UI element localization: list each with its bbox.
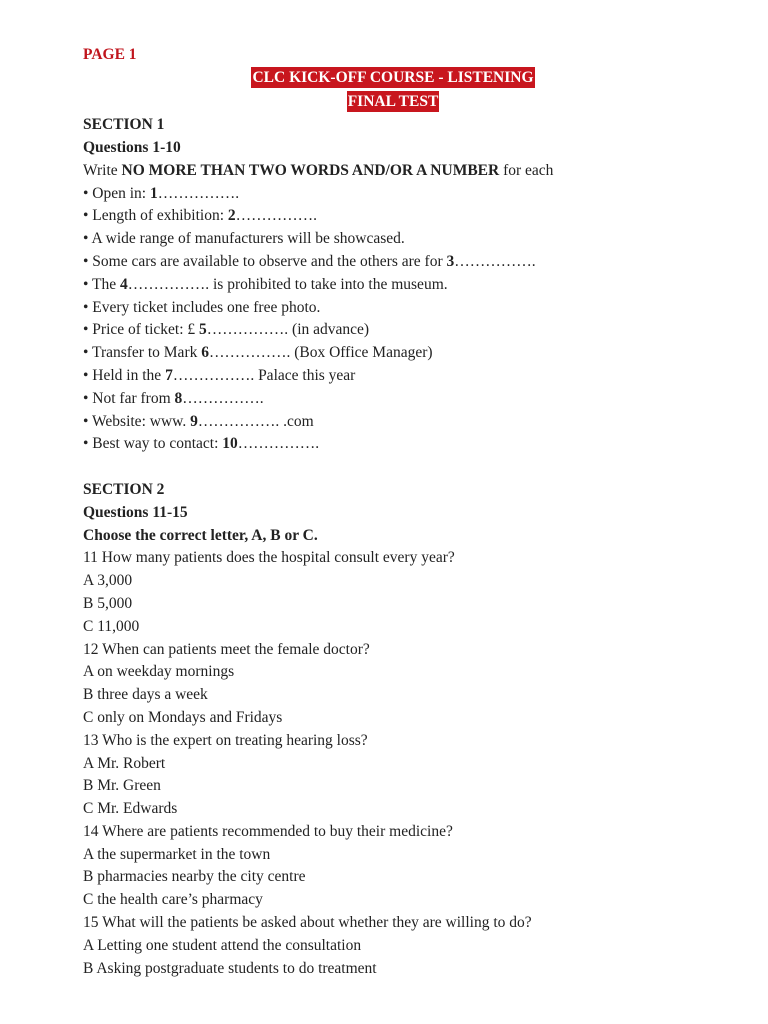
answer-blank: ……………. [182,389,264,407]
section-1-item [83,251,703,274]
option-line: A on weekday mornings [83,663,235,681]
item-text: • Best way to contact: [83,435,223,453]
question-number: 5 [199,321,207,339]
section-1-item [83,342,703,365]
question-number: 6 [201,344,209,362]
answer-blank: ……………. [237,435,320,453]
question-number: 7 [165,366,173,384]
item-text: • Not far from [83,389,175,407]
item-text: • Held in the [83,366,166,384]
title-line-1: CLC KICK-OFF COURSE - LISTENING [252,68,534,86]
question-number: 4 [120,275,128,293]
test-title [83,67,703,114]
answer-blank: ……………. is prohibited to take into the museum. [127,275,448,293]
question-line: 12 When can patients meet the female doctor? [83,640,370,658]
section-1-item [83,205,703,228]
item-text: • Website: www. [83,412,191,430]
option-line: C only on Mondays and Fridays [83,708,283,726]
section-1-items [83,183,703,457]
section-1-item [83,183,703,206]
question-line: 11 How many patients does the hospital consult every year? [83,549,455,567]
question-number: 3 [446,252,455,270]
section-2-lines [83,547,703,980]
item-text: • A wide range of manufacturers will be showcased. [83,230,405,248]
item-text: • Every ticket includes one free photo. [83,298,321,316]
instruction-bold: NO MORE THAN TWO WORDS AND/OR A NUMBER [121,161,500,179]
section-2-questions: Questions 11-15 [83,503,188,521]
answer-blank: ……………. (in advance) [206,321,370,339]
option-line: A Letting one student attend the consultation [83,936,362,954]
question-number: 1 [150,184,158,202]
section-1-item [83,228,703,251]
section-1-item [83,365,703,388]
section-1-item [83,411,703,434]
question-number: 2 [227,207,236,225]
item-text: • Some cars are available to observe and the others are for [83,252,447,270]
question-line: 13 Who is the expert on treating hearing loss? [83,731,368,749]
item-text: • The [83,275,120,293]
section-1-item [83,297,703,320]
option-line: C 11,000 [83,617,140,635]
answer-blank: ……………. [157,184,240,202]
item-text: • Transfer to Mark [83,344,202,362]
option-line: B three days a week [83,686,208,704]
option-line: B Asking postgraduate students to do treatment [83,959,377,977]
question-number: 10 [222,435,238,453]
item-text: • Open in: [83,184,150,202]
option-line: B pharmacies nearby the city centre [83,868,306,886]
option-line: C the health care’s pharmacy [83,891,263,909]
instruction-post: for each [499,161,554,179]
section-1 [83,114,703,456]
question-number: 8 [174,389,183,407]
section-1-questions: Questions 1-10 [83,138,181,156]
question-number: 9 [190,412,198,430]
option-line: C Mr. Edwards [83,800,178,818]
answer-blank: ……………. .com [197,412,314,430]
question-line: 15 What will the patients be asked about whether they are willing to do? [83,914,532,932]
option-line: A Mr. Robert [83,754,166,772]
title-line-2: FINAL TEST [347,93,439,111]
section-1-item [83,388,703,411]
section-gap [83,456,703,479]
section-2-heading: SECTION 2 [83,480,165,498]
item-text: • Price of ticket: £ [83,321,200,339]
instruction-pre: Write [83,161,122,179]
option-line: A the supermarket in the town [83,845,271,863]
option-line: A 3,000 [83,572,133,590]
option-line: B 5,000 [83,594,133,612]
answer-blank: ……………. [454,252,536,270]
section-1-item [83,433,703,456]
section-1-item [83,274,703,297]
section-1-heading: SECTION 1 [83,116,165,134]
item-text: • Length of exhibition: [83,207,228,225]
section-1-instruction [83,160,703,183]
answer-blank: ……………. [235,207,318,225]
page-label: PAGE 1 [83,46,137,63]
answer-blank: ……………. Palace this year [172,366,356,384]
answer-blank: ……………. (Box Office Manager) [208,344,433,362]
document-page [83,44,703,980]
section-2 [83,479,703,981]
section-1-item [83,319,703,342]
section-2-instruction: Choose the correct letter, A, B or C. [83,526,318,544]
question-line: 14 Where are patients recommended to buy their medicine? [83,822,453,840]
option-line: B Mr. Green [83,777,161,795]
